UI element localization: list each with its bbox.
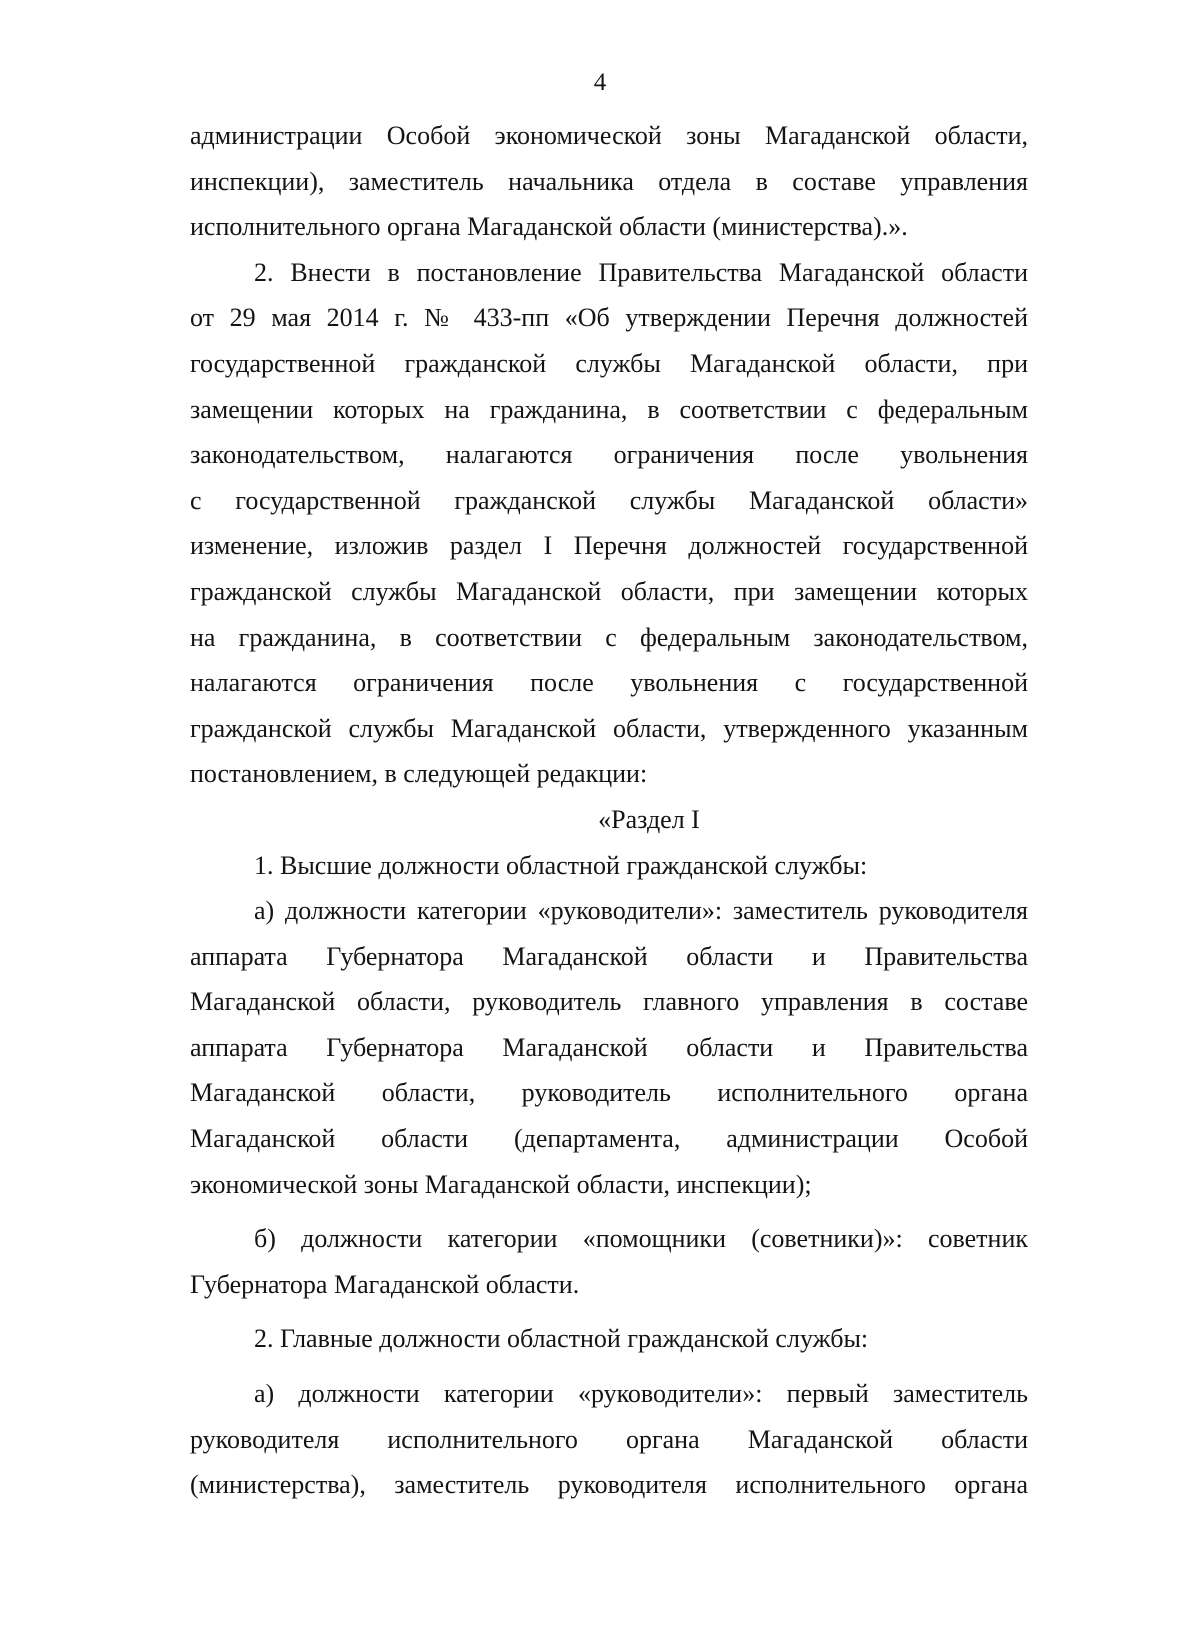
text-line: изменение, изложив раздел I Перечня должностей государственной	[190, 531, 1028, 561]
document-body	[190, 113, 1028, 1508]
paragraph-start-line: а) должности категории «руководители»: первый заместитель	[254, 1379, 1028, 1409]
list-heading: 2. Главные должности областной гражданской службы:	[254, 1324, 869, 1354]
paragraph-start-line: б) должности категории «помощники (советники)»: советник	[254, 1224, 1028, 1254]
text-line: инспекции), заместитель начальника отдела в составе управления	[190, 166, 1028, 196]
text-line: экономической зоны Магаданской области, инспекции);	[190, 1169, 812, 1199]
text-line: государственной гражданской службы Магаданской области, при	[190, 348, 1028, 378]
text-line: Магаданской области, руководитель исполнительного органа	[190, 1078, 1028, 1108]
text-line: гражданской службы Магаданской области, утвержденного указанным	[190, 713, 1028, 743]
text-line: законодательством, налагаются ограничения после увольнения	[190, 440, 1028, 470]
text-line: от 29 мая 2014 г. № 433-пп «Об утверждении Перечня должностей	[190, 303, 1028, 333]
text-line: Магаданской области, руководитель главного управления в составе	[190, 987, 1028, 1017]
text-line: гражданской службы Магаданской области, при замещении которых	[190, 576, 1028, 606]
text-line: налагаются ограничения после увольнения с государственной	[190, 668, 1028, 698]
text-line: на гражданина, в соответствии с федеральным законодательством,	[190, 622, 1028, 652]
text-line: исполнительного органа Магаданской области (министерства).».	[190, 212, 908, 242]
text-line: с государственной гражданской службы Магаданской области»	[190, 485, 1028, 515]
text-line: аппарата Губернатора Магаданской области и Правительства	[190, 1032, 1028, 1062]
text-line: постановлением, в следующей редакции:	[190, 759, 648, 789]
text-line: Магаданской области (департамента, администрации Особой	[190, 1124, 1028, 1154]
text-line: аппарата Губернатора Магаданской области и Правительства	[190, 941, 1028, 971]
text-line: администрации Особой экономической зоны Магаданской области,	[190, 121, 1028, 150]
text-line: замещении которых на гражданина, в соответствии с федеральным	[190, 394, 1028, 424]
page-number: 4	[593, 69, 607, 96]
text-line: (министерства), заместитель руководителя исполнительного органа	[190, 1470, 1028, 1500]
list-heading: 1. Высшие должности областной гражданской службы:	[254, 850, 868, 880]
text-line: Губернатора Магаданской области.	[190, 1269, 580, 1299]
section-heading: «Раздел I	[598, 804, 700, 834]
text-line: руководителя исполнительного органа Магаданской области	[190, 1424, 1028, 1454]
paragraph-start-line: 2. Внести в постановление Правительства Магаданской области	[254, 257, 1028, 287]
paragraph-start-line: а) должности категории «руководители»: заместитель руководителя	[254, 896, 1028, 926]
